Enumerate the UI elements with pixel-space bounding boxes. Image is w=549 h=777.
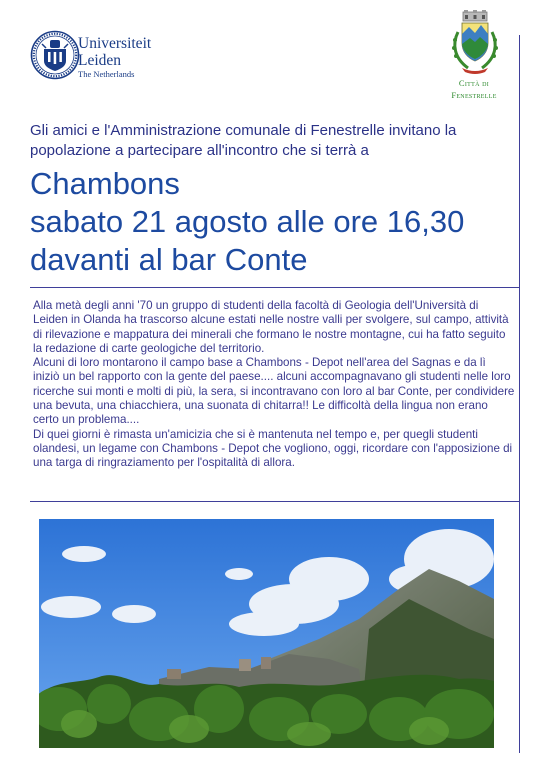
headline-date: sabato 21 agosto alle ore 16,30 [30, 204, 465, 239]
fenestrelle-crest-icon [448, 10, 502, 76]
fenestrelle-caption-line-1: Città di [458, 78, 490, 88]
leiden-line-2: Leiden [78, 52, 122, 69]
story-text [33, 299, 515, 471]
story-paragraph-2: Alcuni di loro montarono il campo base a Chambons - Depot nell'area del Sagnas e da lì iniziò un bel rapporto con la gente del paese.... alcuni accompagnavano gli studenti nelle loro ricerche sui monti e molti di più, la sera, si incontravano con loro al bar Conte, per condividere una bevuta, una chiacchiera, una suonata di chitarra!! Le difficoltà della lingua non erano certo un problema.... [33, 356, 515, 427]
fenestrelle-caption [436, 77, 512, 101]
story-paragraph-1: Alla metà degli anni '70 un gruppo di studenti della facoltà di Geologia dell'Università di Leiden in Olanda ha trascorso alcune estati nelle nostre valli per svolgere, sul campo, attività di rilevazione e mappatura dei minerali che formano le nostre montagne, cui ha fatto seguito la redazione di carte geologiche del territorio. [33, 299, 509, 355]
leiden-line-3: The Netherlands [78, 69, 135, 79]
story-paragraph-3: Di quei giorni è rimasta un'amicizia che si è mantenuta nel tempo e, per quegli studenti olandesi, un legame con Chambons - Depot che vogliono, oggi, ricordare con l'apposizione di una targa di ringraziamento per l'ospitalità di allora. [33, 427, 513, 470]
frame-divider-top [30, 287, 519, 288]
leiden-wordmark [78, 35, 151, 80]
leiden-university-logo [30, 30, 170, 82]
event-headline [30, 165, 510, 279]
leiden-line-1: Universiteit [78, 35, 152, 52]
invitation-intro: Gli amici e l'Amministrazione comunale di Fenestrelle invitano la popolazione a partecipare all'incontro che si terrà a [30, 122, 457, 159]
frame-vertical-line [519, 35, 520, 753]
headline-location: davanti al bar Conte [30, 242, 308, 277]
fenestrelle-caption-line-2: Fenestrelle [451, 90, 497, 100]
headline-place: Chambons [30, 166, 180, 201]
frame-divider-bottom [30, 501, 519, 502]
mountain-landscape-photo [39, 519, 494, 748]
leiden-seal-icon [30, 30, 80, 80]
